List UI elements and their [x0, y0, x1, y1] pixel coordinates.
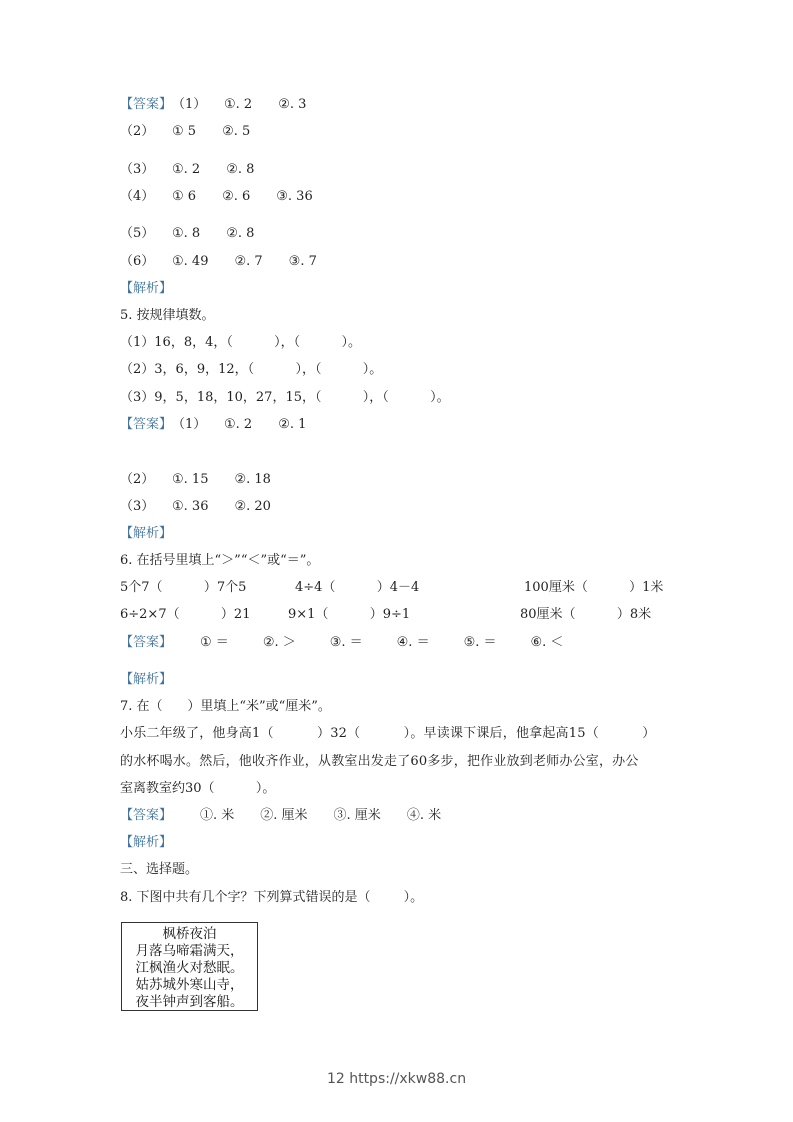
answer-label: 【答案】 — [120, 635, 173, 650]
q5-answer-row-2: （2） ①. 15 ②. 18 — [120, 472, 271, 487]
q4-answer-row-2: （2） ① 5 ②. 5 — [120, 124, 251, 139]
q6-compare-2: 4÷4（ ）4－4 — [295, 580, 420, 595]
poem-line: 夜半钟声到客船。 — [135, 994, 244, 1010]
q5-title: 5. 按规律填数。 — [120, 308, 215, 323]
poem-title: 枫桥夜泊 — [162, 926, 217, 942]
q6-compare-6: 80厘米（ ）8米 — [520, 607, 652, 622]
q5-line-2: （2）3，6，9，12，（ ），（ ）。 — [120, 362, 383, 377]
poem-line: 江枫渔火对愁眠。 — [135, 960, 244, 976]
q5-answer-row-1: 【答案】（1） ①. 2 ②. 1 — [120, 417, 307, 432]
page-footer: 12 https://xkw88.cn — [326, 1071, 467, 1087]
q7-title: 7. 在（ ）里填上“米”或“厘米”。 — [120, 699, 331, 714]
q5-analysis-label: 【解析】 — [120, 526, 173, 541]
section-title: 三、选择题。 — [120, 862, 199, 877]
q6-analysis-label: 【解析】 — [120, 672, 173, 687]
q7-analysis-label: 【解析】 — [120, 835, 173, 850]
q6-title: 6. 在括号里填上“＞”“＜”或“＝”。 — [120, 553, 320, 568]
q4-answer-row-6: （6） ①. 49 ②. 7 ③. 7 — [120, 254, 317, 269]
q5-answer-row-3: （3） ①. 36 ②. 20 — [120, 499, 271, 514]
q4-answer-row-5: （5） ①. 8 ②. 8 — [120, 226, 255, 241]
answer-label: 【答案】 — [120, 808, 173, 823]
q7-line-1: 小乐二年级了，他身高1（ ）32（ ）。早读课下课后，他拿起高15（ ） — [120, 726, 656, 741]
q6-compare-1: 5个7（ ）7个5 — [120, 580, 247, 595]
q6-compare-5: 9×1（ ）9÷1 — [288, 607, 411, 622]
poem-figure — [121, 922, 258, 1011]
q6-answer-row: 【答案】 ① ＝ ②. ＞ ③. ＝ ④. ＝ ⑤. ＝ ⑥. ＜ — [120, 635, 564, 650]
q4-answer-row-1: 【答案】（1） ①. 2 ②. 3 — [120, 97, 307, 112]
q4-answer-row-3: （3） ①. 2 ②. 8 — [120, 162, 255, 177]
poem-line: 月落乌啼霜满天， — [135, 943, 244, 959]
q7-answer-row: 【答案】 ①. 米 ②. 厘米 ③. 厘米 ④. 米 — [120, 808, 442, 823]
q6-compare-4: 6÷2×7（ ）21 — [120, 607, 251, 622]
q8-title: 8. 下图中共有几个字？下列算式错误的是（ ）。 — [120, 890, 424, 905]
q6-compare-3: 100厘米（ ）1米 — [524, 580, 664, 595]
answer-label: 【答案】 — [120, 97, 173, 112]
q4-analysis-label: 【解析】 — [120, 281, 173, 296]
q5-line-3: （3）9，5，18，10，27，15，（ ），（ ）。 — [120, 390, 450, 405]
poem-line: 姑苏城外寒山寺， — [135, 977, 244, 993]
q7-line-3: 室离教室约30（ ）。 — [120, 781, 276, 796]
q4-answer-row-4: （4） ① 6 ②. 6 ③. 36 — [120, 189, 313, 204]
q5-line-1: （1）16，8，4，（ ），（ ）。 — [120, 335, 362, 350]
answer-label: 【答案】 — [120, 417, 173, 432]
q7-line-2: 的水杯喝水。然后，他收齐作业，从教室出发走了60多步，把作业放到老师办公室，办公 — [120, 754, 639, 769]
